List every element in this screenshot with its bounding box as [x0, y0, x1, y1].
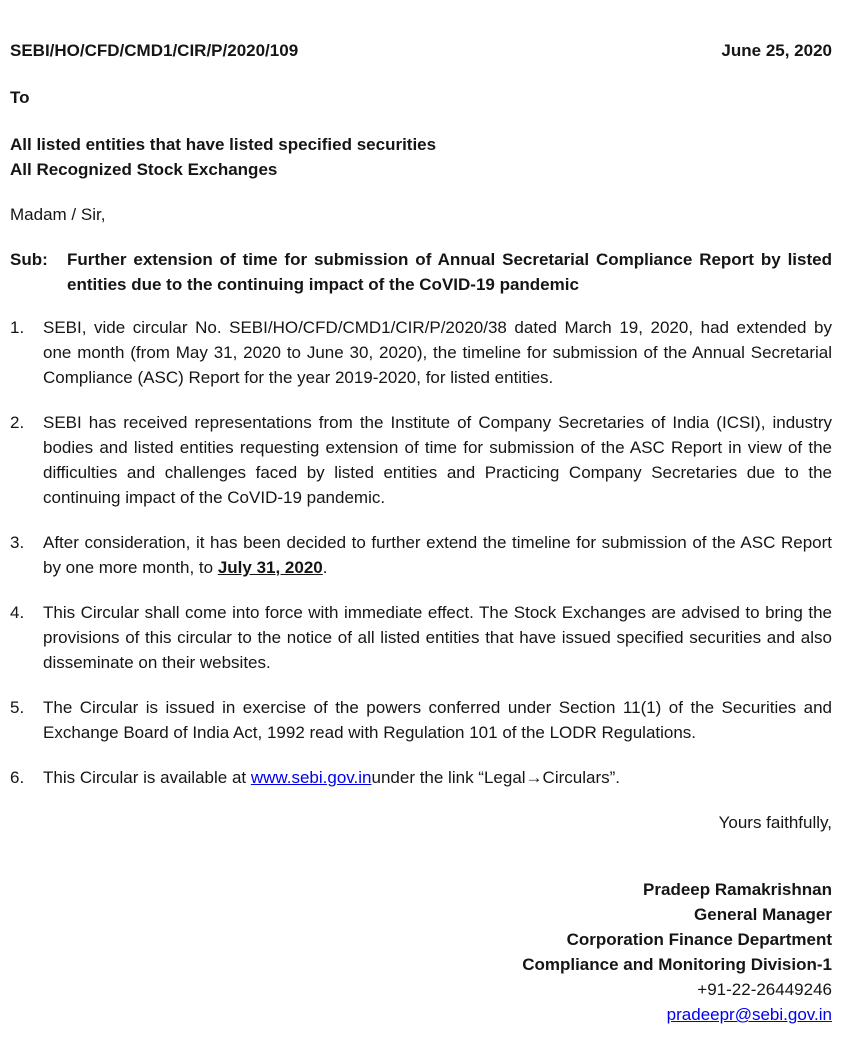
signatory-name: Pradeep Ramakrishnan [643, 880, 832, 899]
paragraph-text-before: This Circular is available at [43, 768, 251, 787]
recipient-line-2: All Recognized Stock Exchanges [10, 160, 278, 179]
to-label: To [10, 88, 30, 107]
numbered-paragraph-2 [10, 410, 832, 510]
salutation: Madam / Sir, [10, 205, 106, 224]
paragraph-number: 2. [10, 413, 25, 432]
closing-line: Yours faithfully, [718, 813, 832, 832]
signatory-department: Corporation Finance Department [566, 930, 832, 949]
signatory-phone: +91-22-26449246 [697, 980, 832, 999]
paragraph-text [43, 530, 832, 580]
circular-date: June 25, 2020 [721, 41, 832, 60]
paragraph-text-after: . [322, 558, 328, 577]
recipient-line-1: All listed entities that have listed specified securities [10, 135, 437, 154]
deadline-emphasis: July 31, 2020 [217, 558, 323, 577]
numbered-paragraph-6 [10, 765, 832, 790]
document-header [10, 38, 832, 63]
circular-reference-number: SEBI/HO/CFD/CMD1/CIR/P/2020/109 [10, 41, 299, 60]
paragraph-text: The Circular is issued in exercise of the powers conferred under Section 11(1) of the Securities and Exchange Board of India Act, 1992 read with Regulation 101 of the LODR Regulations. [43, 698, 832, 742]
signatory-division: Compliance and Monitoring Division-1 [522, 955, 832, 974]
paragraph-text [43, 765, 832, 790]
paragraph-text: This Circular shall come into force with immediate effect. The Stock Exchanges are advised to bring the provisions of this circular to the notice of all listed entities that have issued specified securities and also disseminate on their websites. [43, 603, 832, 672]
subject-label: Sub: [10, 250, 48, 269]
subject-text: Further extension of time for submission of Annual Secretarial Compliance Report by listed entities due to the continuing impact of the CoVID-19 pandemic [67, 250, 832, 294]
paragraph-number: 5. [10, 698, 25, 717]
paragraph-number: 4. [10, 603, 25, 622]
recipients-block [10, 132, 832, 182]
paragraph-text: SEBI, vide circular No. SEBI/HO/CFD/CMD1/CIR/P/2020/38 dated March 19, 2020, had extended by one month (from May 31, 2020 to June 30, 2020), the timeline for submission of the Annual Secretarial Compliance (ASC) Report for the year 2019-2020, for listed entities. [43, 318, 832, 387]
signatory-title: General Manager [694, 905, 832, 924]
sebi-website-link[interactable]: www.sebi.gov.in [250, 768, 372, 787]
paragraph-text: SEBI has received representations from the Institute of Company Secretaries of India (ICSI), industry bodies and listed entities requesting extension of time for submission of the ASC Report in view of the difficulties and challenges faced by listed entities and Practicing Company Secretaries due to the continuing impact of the CoVID-19 pandemic. [43, 413, 832, 507]
numbered-paragraph-5 [10, 695, 832, 745]
numbered-paragraph-1 [10, 315, 832, 390]
paragraph-number: 1. [10, 318, 25, 337]
subject-block [10, 247, 832, 297]
paragraph-text-after: under the link “Legal→Circulars”. [371, 768, 620, 787]
signatory-email-link[interactable]: pradeepr@sebi.gov.in [666, 1005, 832, 1024]
paragraph-number: 3. [10, 533, 25, 552]
numbered-paragraph-3 [10, 530, 832, 580]
signature-block [10, 877, 832, 1027]
paragraph-number: 6. [10, 768, 25, 787]
numbered-paragraph-4 [10, 600, 832, 675]
paragraph-text-before: After consideration, it has been decided to further extend the timeline for submission of the ASC Report by one more month, to [43, 533, 832, 577]
